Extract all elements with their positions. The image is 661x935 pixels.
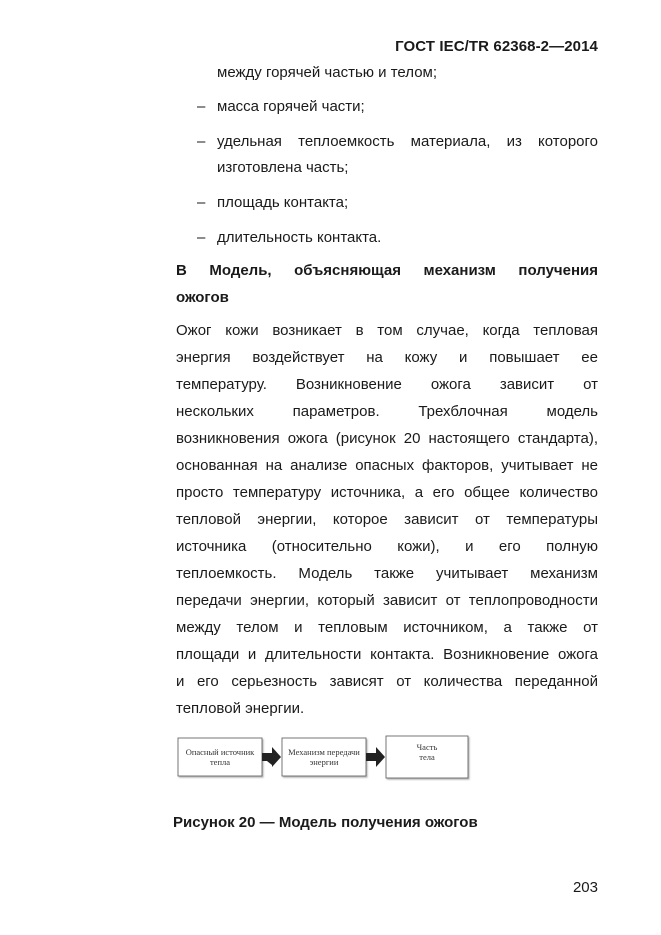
paragraph-line: и его серьезность зависят от количества переданной bbox=[176, 673, 598, 690]
paragraph-line: нескольких параметров. Трехблочная модель bbox=[176, 403, 598, 420]
page-number: 203 bbox=[572, 879, 598, 896]
list-item-specific-heat-continued: изготовлена часть; bbox=[217, 159, 349, 176]
burn-model-diagram bbox=[176, 735, 472, 781]
section-heading: В Модель, объясняющая механизм получения bbox=[176, 262, 598, 279]
diagram-box-heat-source-label: тепла bbox=[209, 757, 231, 767]
paragraph-line: температуру. Возникновение ожога зависит от bbox=[176, 376, 598, 393]
paragraph-line: площади и длительности контакта. Возникновение ожога bbox=[176, 646, 598, 663]
paragraph-line: просто температуру источника, а его общее количество bbox=[176, 484, 598, 501]
paragraph-line: энергия воздействует на кожу и повышает ее bbox=[176, 349, 598, 366]
paragraph-line: теплоемкость. Модель также учитывает механизм bbox=[176, 565, 598, 582]
list-continuation-line: между горячей частью и телом; bbox=[217, 64, 438, 81]
list-bullet: – bbox=[197, 229, 206, 246]
list-bullet: – bbox=[197, 194, 206, 211]
paragraph-line: тепловой энергии. bbox=[176, 700, 305, 717]
paragraph-line: источника (относительно кожи), и его полную bbox=[176, 538, 598, 555]
list-item-specific-heat: удельная теплоемкость материала, из которого bbox=[217, 133, 598, 150]
paragraph-line: основанная на анализе опасных факторов, учитывает не bbox=[176, 457, 598, 474]
list-bullet: – bbox=[197, 98, 206, 115]
paragraph-line: возникновения ожога (рисунок 20 настоящего стандарта), bbox=[176, 430, 598, 447]
list-item-hot-part-mass: масса горячей части; bbox=[217, 98, 365, 115]
list-item-contact-area: площадь контакта; bbox=[217, 194, 349, 211]
list-item-contact-duration: длительность контакта. bbox=[217, 229, 382, 246]
paragraph-line: между телом и тепловым источником, а также от bbox=[176, 619, 598, 636]
diagram-box-energy-transfer-label: энергии bbox=[309, 757, 339, 767]
paragraph-line: Ожог кожи возникает в том случае, когда тепловая bbox=[176, 322, 598, 339]
paragraph-line: тепловой энергии, которое зависит от температуры bbox=[176, 511, 598, 528]
section-heading-continued: ожогов bbox=[176, 289, 229, 306]
diagram-box-energy-transfer-label: Механизм передачи bbox=[288, 747, 360, 757]
document-header: ГОСТ IEC/TR 62368-2—2014 bbox=[395, 38, 598, 55]
diagram-box-body-part-label: тела bbox=[419, 752, 435, 762]
diagram-arrow bbox=[366, 747, 385, 767]
paragraph-line: передачи энергии, который зависит от теплопроводности bbox=[176, 592, 598, 609]
figure-caption: Рисунок 20 — Модель получения ожогов bbox=[173, 814, 478, 831]
list-bullet: – bbox=[197, 133, 206, 150]
diagram-box-heat-source-label: Опасный источник bbox=[185, 747, 255, 757]
diagram-box-body-part-label: Часть bbox=[416, 742, 438, 752]
